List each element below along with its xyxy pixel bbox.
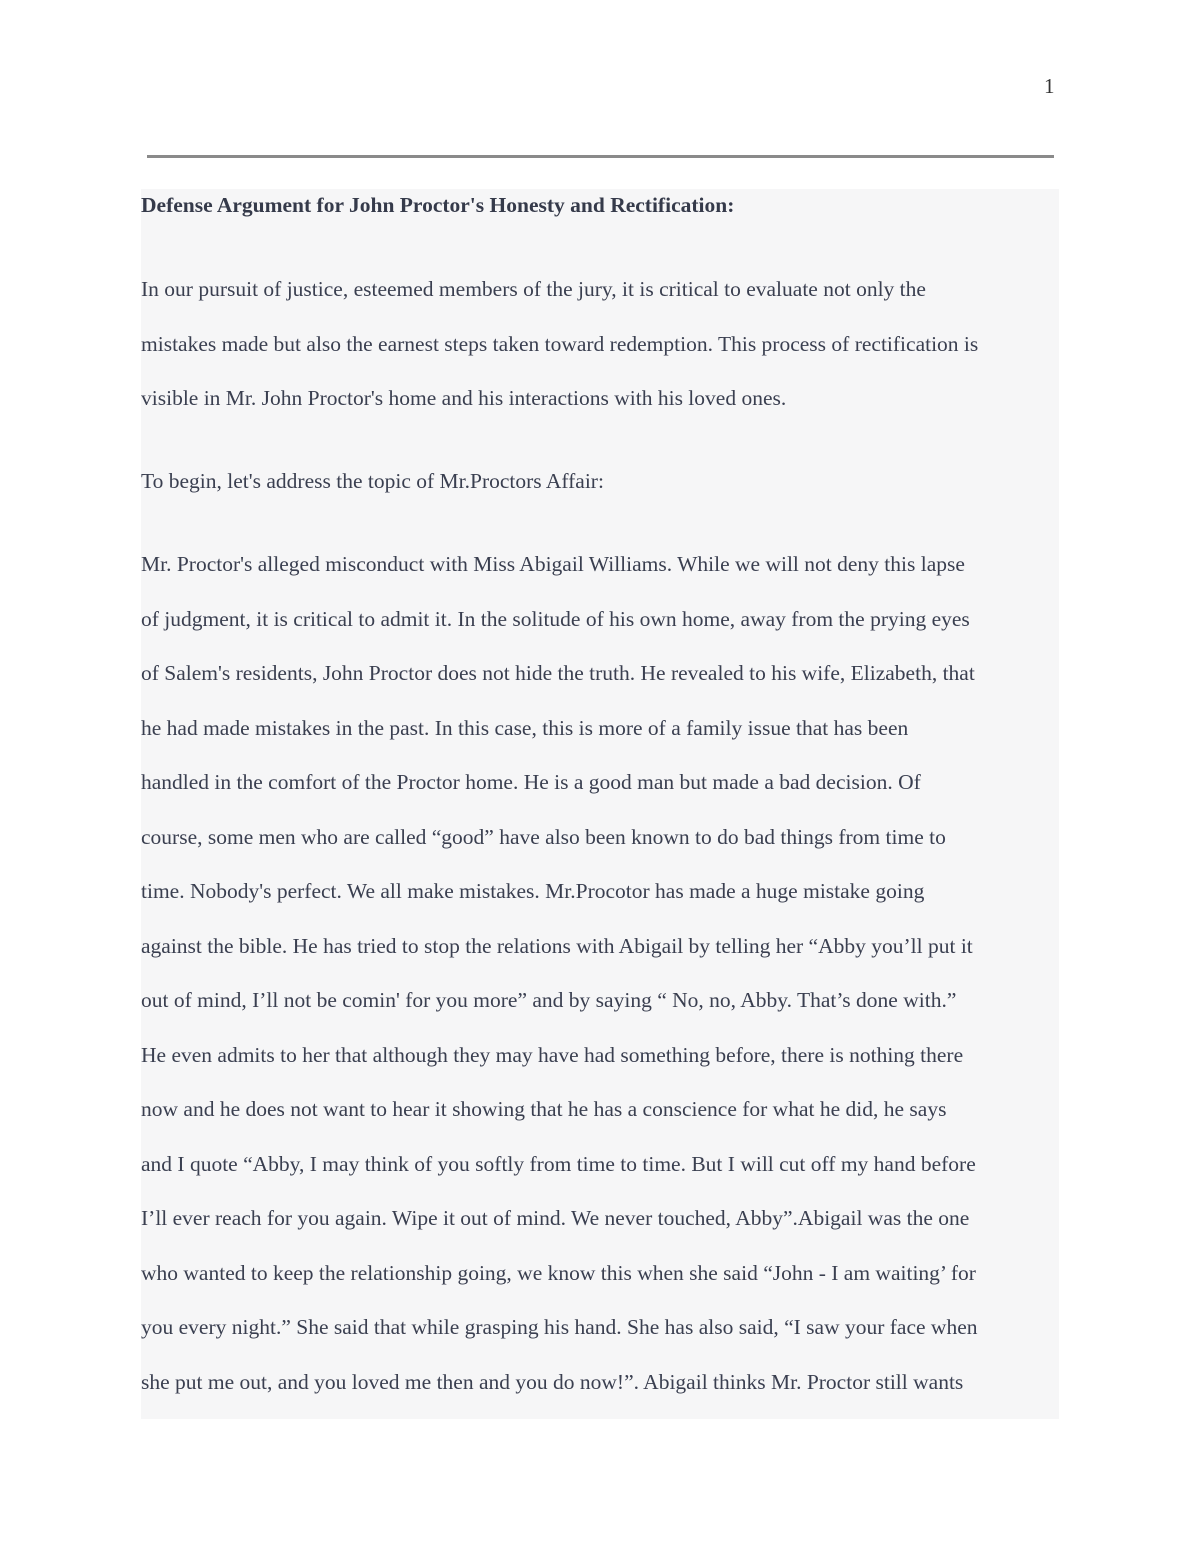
text-line: and I quote “Abby, I may think of you softly from time to time. But I will cut off my hand before <box>141 1151 976 1176</box>
text-line: mistakes made but also the earnest steps taken toward redemption. This process of rectification is <box>141 331 979 356</box>
text-line: of Salem's residents, John Proctor does not hide the truth. He revealed to his wife, Elizabeth, that <box>141 661 975 685</box>
text-line: course, some men who are called “good” have also been known to do bad things from time to <box>141 824 946 849</box>
text-line: she put me out, and you loved me then and you do now!”. Abigail thinks Mr. Proctor still wants <box>141 1369 964 1394</box>
text-line: handled in the comfort of the Proctor home. He is a good man but made a bad decision. Of <box>141 770 921 794</box>
text-line: you every night.” She said that while grasping his hand. She has also said, “I saw your face when <box>141 1315 978 1339</box>
text-line: he had made mistakes in the past. In this case, this is more of a family issue that has been <box>141 715 909 740</box>
paragraph-affair-topic <box>141 454 1059 509</box>
text-line: Mr. Proctor's alleged misconduct with Miss Abigail Williams. While we will not deny this lapse <box>141 552 965 576</box>
text-line: In our pursuit of justice, esteemed members of the jury, it is critical to evaluate not only the <box>141 277 926 301</box>
paragraph-intro <box>141 262 1059 426</box>
text-line: time. Nobody's perfect. We all make mistakes. Mr.Procotor has made a huge mistake going <box>141 879 925 903</box>
text-line: visible in Mr. John Proctor's home and his interactions with his loved ones. <box>141 386 787 410</box>
text-line: out of mind, I’ll not be comin' for you more” and by saying “ No, no, Abby. That’s done with.” <box>141 988 957 1012</box>
text-line: He even admits to her that although they may have had something before, there is nothing there <box>141 1042 964 1067</box>
header-rule <box>147 155 1054 158</box>
text-line: now and he does not want to hear it showing that he has a conscience for what he did, he says <box>141 1097 947 1121</box>
text-line: of judgment, it is critical to admit it. In the solitude of his own home, away from the prying eyes <box>141 606 970 631</box>
text-line: against the bible. He has tried to stop the relations with Abigail by telling her “Abby you’ll put it <box>141 933 973 958</box>
page-number: 1 <box>1044 74 1055 98</box>
text-line: To begin, let's address the topic of Mr.Proctors Affair: <box>141 469 604 493</box>
paragraph-misconduct <box>141 537 1059 1409</box>
document-heading: Defense Argument for John Proctor's Honesty and Rectification: <box>141 193 735 217</box>
text-line: who wanted to keep the relationship going, we know this when she said “John - I am waiting’ for <box>141 1260 976 1285</box>
document-body <box>141 189 1059 1419</box>
text-line: I’ll ever reach for you again. Wipe it out of mind. We never touched, Abby”.Abigail was the one <box>141 1206 970 1230</box>
